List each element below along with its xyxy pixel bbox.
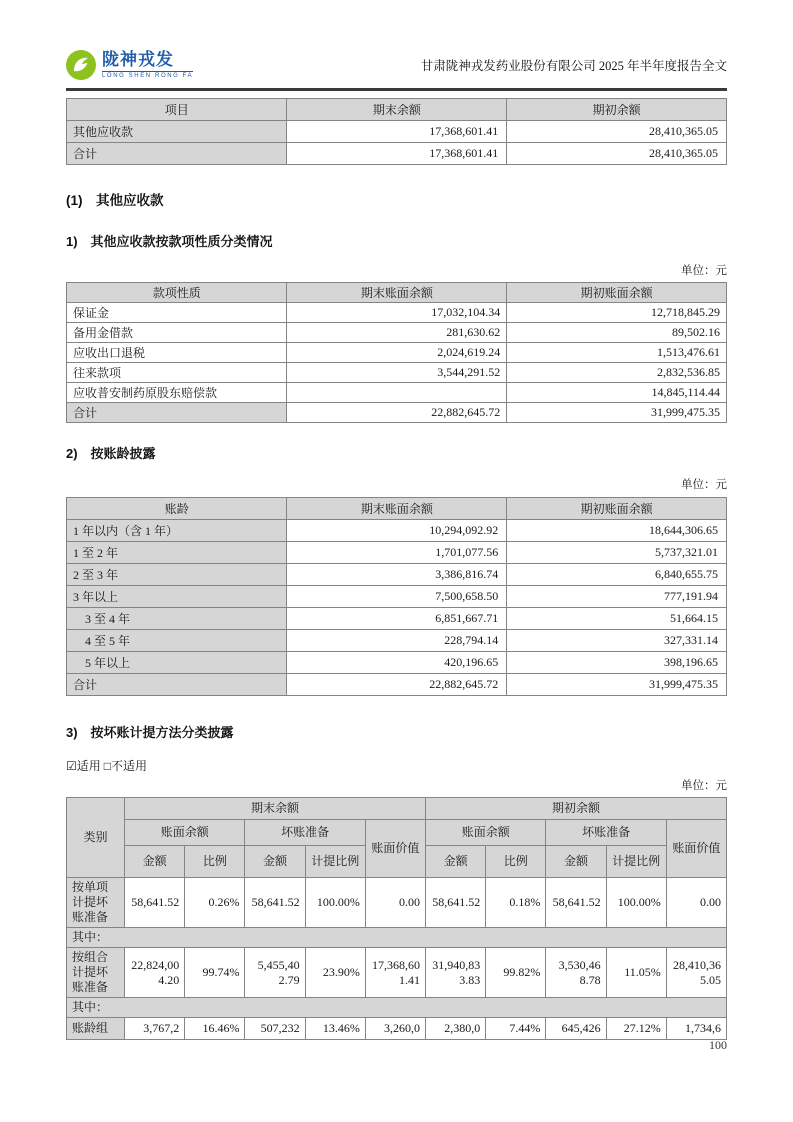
- column-header-ratio: 比例: [486, 846, 546, 878]
- header-rule: [66, 88, 727, 91]
- cell-value: 1,513,476.61: [507, 343, 727, 363]
- page-number: 100: [709, 1038, 727, 1052]
- row-label: 备用金借款: [67, 323, 287, 343]
- cell-value: 420,196.65: [287, 652, 507, 674]
- cell-value: 51,664.15: [507, 608, 727, 630]
- row-label: 按组合计提坏账准备: [67, 948, 125, 998]
- column-header-amount: 金额: [125, 846, 185, 878]
- logo-text: [102, 51, 193, 79]
- cell-value: 27.12%: [606, 1018, 666, 1040]
- subsection-title-aging: 2) 按账龄披露: [66, 446, 156, 461]
- cell-value: [287, 383, 507, 403]
- divider-label: 其中：: [67, 998, 727, 1018]
- row-label: 3 至 4 年: [67, 608, 287, 630]
- table-row: [67, 383, 727, 403]
- cell-value: 0.00: [666, 878, 726, 928]
- row-label: 应收普安制药原股东赔偿款: [67, 383, 287, 403]
- row-label: 其他应收款: [67, 121, 287, 143]
- column-header-amount: 金额: [426, 846, 486, 878]
- table-row: [67, 652, 727, 674]
- cell-value: 17,368,601.41: [365, 948, 425, 998]
- cell-value: 58,641.52: [245, 878, 305, 928]
- table-row: [67, 363, 727, 383]
- table-row: [67, 303, 727, 323]
- cell-value: 1,701,077.56: [287, 542, 507, 564]
- table-header-row: [67, 820, 727, 846]
- cell-value: 14,845,114.44: [507, 383, 727, 403]
- column-group-period-begin: 期初余额: [426, 798, 727, 820]
- cell-value: 777,191.94: [507, 586, 727, 608]
- cell-value: 5,455,402.79: [245, 948, 305, 998]
- cell-value: 6,840,655.75: [507, 564, 727, 586]
- cell-value: 7,500,658.50: [287, 586, 507, 608]
- summary-table: [66, 98, 727, 165]
- cell-value: 3,544,291.52: [287, 363, 507, 383]
- row-label: 合计: [67, 674, 287, 696]
- aging-table: [66, 497, 727, 696]
- cell-value: 12,718,845.29: [507, 303, 727, 323]
- table-row: [67, 520, 727, 542]
- table-row-divider: [67, 998, 727, 1018]
- bad-debt-table: [66, 797, 727, 1040]
- cell-value: 0.26%: [185, 878, 245, 928]
- cell-value: 3,260,0: [365, 1018, 425, 1040]
- table-row: [67, 121, 727, 143]
- row-label: 按单项计提坏账准备: [67, 878, 125, 928]
- cell-value: 58,641.52: [125, 878, 185, 928]
- cell-value: 13.46%: [305, 1018, 365, 1040]
- cell-value: 99.82%: [486, 948, 546, 998]
- column-header-ratio: 比例: [185, 846, 245, 878]
- row-label: 合计: [67, 403, 287, 423]
- table-row: [67, 630, 727, 652]
- cell-value: 100.00%: [305, 878, 365, 928]
- table-header-row: [67, 283, 727, 303]
- row-label: 1 年以内（含 1 年）: [67, 520, 287, 542]
- table-header-row: [67, 498, 727, 520]
- cell-value: 28,410,365.05: [507, 121, 727, 143]
- company-logo: [66, 50, 193, 80]
- cell-value: 5,737,321.01: [507, 542, 727, 564]
- cell-value: 58,641.52: [426, 878, 486, 928]
- cell-value: 28,410,365.05: [507, 143, 727, 165]
- column-header-ending-book-balance: 期末账面余额: [287, 498, 507, 520]
- cell-value: 3,530,468.78: [546, 948, 606, 998]
- cell-value: 31,940,833.83: [426, 948, 486, 998]
- column-group-period-end: 期末余额: [125, 798, 426, 820]
- column-header-aging: 账龄: [67, 498, 287, 520]
- cell-value: 1,734,6: [666, 1018, 726, 1040]
- cell-value: 58,641.52: [546, 878, 606, 928]
- row-label: 2 至 3 年: [67, 564, 287, 586]
- cell-value: 16.46%: [185, 1018, 245, 1040]
- table-row: [67, 564, 727, 586]
- column-group-book-balance: 账面余额: [125, 820, 245, 846]
- column-header-nature: 款项性质: [67, 283, 287, 303]
- cell-value: 6,851,667.71: [287, 608, 507, 630]
- cell-value: 17,368,601.41: [287, 143, 507, 165]
- column-header-beginning-book-balance: 期初账面余额: [507, 283, 727, 303]
- column-header-provision-ratio: 计提比例: [305, 846, 365, 878]
- table-row-portfolio-provision: [67, 948, 727, 998]
- cell-value: 17,032,104.34: [287, 303, 507, 323]
- cell-value: 22,882,645.72: [287, 674, 507, 696]
- table-row-individual-provision: [67, 878, 727, 928]
- column-header-ending-book-balance: 期末账面余额: [287, 283, 507, 303]
- row-label: 应收出口退税: [67, 343, 287, 363]
- cell-value: 2,024,619.24: [287, 343, 507, 363]
- cell-value: 23.90%: [305, 948, 365, 998]
- applicability-note: ☑适用 □不适用: [66, 759, 148, 773]
- table-row-total: [67, 674, 727, 696]
- cell-value: 100.00%: [606, 878, 666, 928]
- column-group-provision: 坏账准备: [546, 820, 666, 846]
- table-row: [67, 323, 727, 343]
- cell-value: 22,882,645.72: [287, 403, 507, 423]
- cell-value: 0.18%: [486, 878, 546, 928]
- cell-value: 398,196.65: [507, 652, 727, 674]
- cell-value: 18,644,306.65: [507, 520, 727, 542]
- cell-value: 22,824,004.20: [125, 948, 185, 998]
- table-header-row: [67, 798, 727, 820]
- row-label: 保证金: [67, 303, 287, 323]
- cell-value: 2,380,0: [426, 1018, 486, 1040]
- cell-value: 31,999,475.35: [507, 403, 727, 423]
- logo-icon: [66, 50, 96, 80]
- cell-value: 281,630.62: [287, 323, 507, 343]
- nature-table: [66, 282, 727, 423]
- section-title-other-receivables: (1) 其他应收款: [66, 193, 164, 208]
- cell-value: 645,426: [546, 1018, 606, 1040]
- row-label: 4 至 5 年: [67, 630, 287, 652]
- table-row-total: [67, 143, 727, 165]
- cell-value: 99.74%: [185, 948, 245, 998]
- column-header-ending-balance: 期末余额: [287, 99, 507, 121]
- page-header: [66, 44, 727, 86]
- column-header-beginning-balance: 期初余额: [507, 99, 727, 121]
- subsection-title-nature: 1) 其他应收款按款项性质分类情况: [66, 234, 273, 249]
- divider-label: 其中：: [67, 928, 727, 948]
- table-header-row: [67, 99, 727, 121]
- cell-value: 17,368,601.41: [287, 121, 507, 143]
- cell-value: 89,502.16: [507, 323, 727, 343]
- cell-value: 228,794.14: [287, 630, 507, 652]
- row-label: 合计: [67, 143, 287, 165]
- column-group-provision: 坏账准备: [245, 820, 365, 846]
- table-row: [67, 586, 727, 608]
- row-label: 账龄组: [67, 1018, 125, 1040]
- document-title: 甘肃陇神戎发药业股份有限公司 2025 年半年度报告全文: [420, 59, 727, 73]
- cell-value: 327,331.14: [507, 630, 727, 652]
- row-label: 往来款项: [67, 363, 287, 383]
- column-header-amount: 金额: [546, 846, 606, 878]
- cell-value: 507,232: [245, 1018, 305, 1040]
- column-header-amount: 金额: [245, 846, 305, 878]
- table-row: [67, 343, 727, 363]
- cell-value: 7.44%: [486, 1018, 546, 1040]
- column-header-beginning-book-balance: 期初账面余额: [507, 498, 727, 520]
- column-header-provision-ratio: 计提比例: [606, 846, 666, 878]
- column-header-category: 类别: [67, 798, 125, 878]
- cell-value: 3,767,2: [125, 1018, 185, 1040]
- cell-value: 2,832,536.85: [507, 363, 727, 383]
- row-label: 3 年以上: [67, 586, 287, 608]
- cell-value: 10,294,092.92: [287, 520, 507, 542]
- subsection-title-bad-debt-method: 3) 按坏账计提方法分类披露: [66, 725, 234, 740]
- cell-value: 0.00: [365, 878, 425, 928]
- cell-value: 11.05%: [606, 948, 666, 998]
- cell-value: 28,410,365.05: [666, 948, 726, 998]
- table-row-divider: [67, 928, 727, 948]
- cell-value: 3,386,816.74: [287, 564, 507, 586]
- brand-subtitle: LONG SHEN RONG FA: [102, 73, 194, 79]
- column-group-book-balance: 账面余额: [426, 820, 546, 846]
- row-label: 1 至 2 年: [67, 542, 287, 564]
- column-header-book-value: 账面价值: [666, 820, 726, 878]
- cell-value: 31,999,475.35: [507, 674, 727, 696]
- unit-label: 单位：元: [681, 780, 727, 792]
- column-header-item: 项目: [67, 99, 287, 121]
- table-row: [67, 608, 727, 630]
- table-row: [67, 542, 727, 564]
- brand-name: 陇神戎发: [102, 50, 174, 69]
- row-label: 5 年以上: [67, 652, 287, 674]
- table-row-total: [67, 403, 727, 423]
- unit-label: 单位：元: [681, 479, 727, 491]
- table-row-aging-portfolio: [67, 1018, 727, 1040]
- column-header-book-value: 账面价值: [365, 820, 425, 878]
- unit-label: 单位：元: [681, 265, 727, 277]
